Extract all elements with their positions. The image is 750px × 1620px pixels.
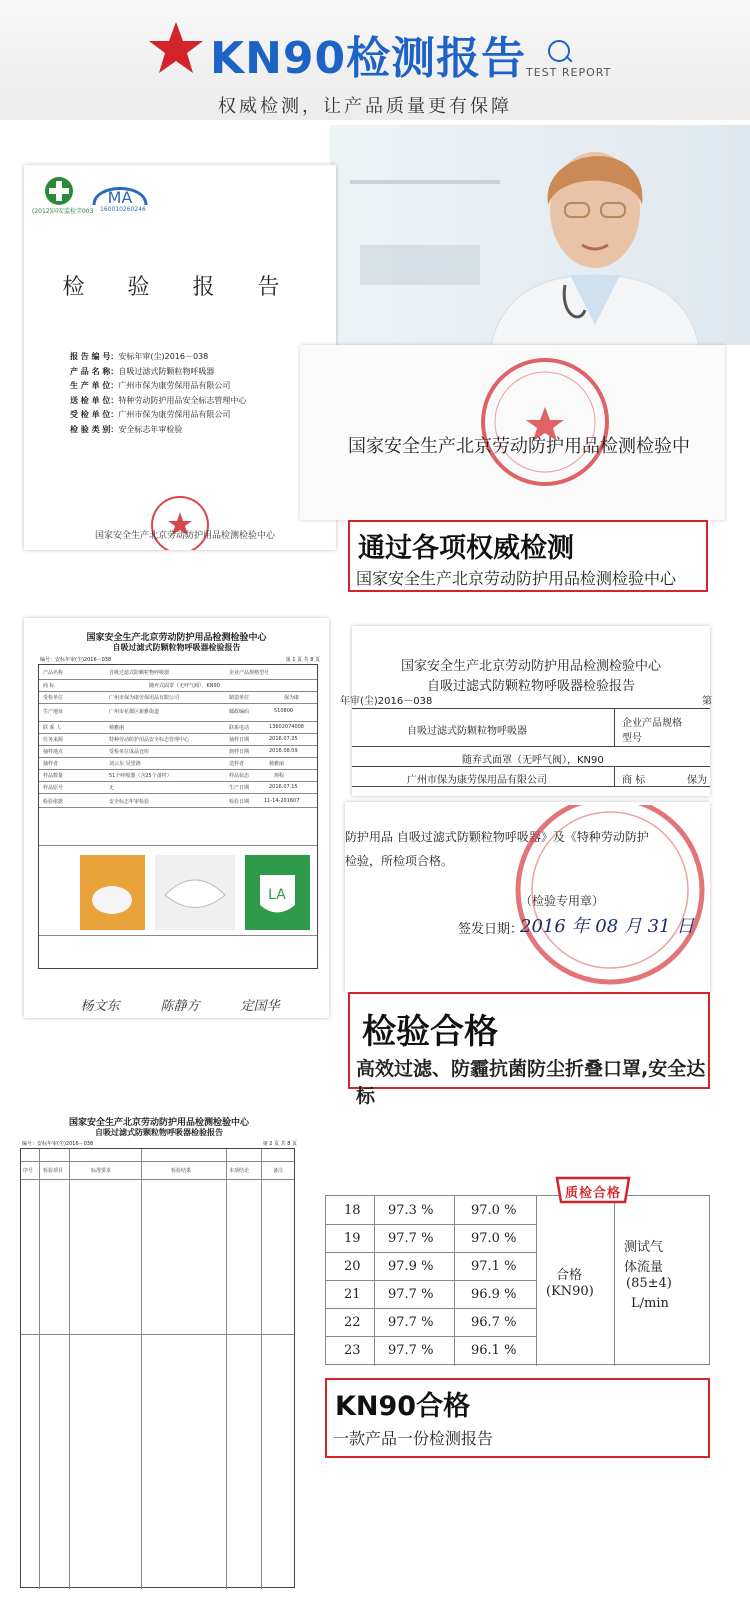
table-row: 23 xyxy=(344,1343,361,1358)
report-fields xyxy=(70,350,330,437)
callout-subtitle: 高效过滤、防霾抗菌防尘折叠口罩,安全达标 xyxy=(356,1058,706,1107)
callout-title: KN90合格 xyxy=(335,1391,471,1422)
report-title: 检 验 报 告 xyxy=(62,275,298,300)
signature: 陈静方 xyxy=(160,999,200,1014)
title-en-subtitle: TEST REPORT xyxy=(526,66,612,79)
zoom-results-table: 18 97.3 % 97.0 % 19 97.7 % 97.0 % 20 97.9 % 97.1 % 21 97.7 % 96.9 % 22 97.7 % 96.7 % 23 97.7 % 96.1 % 合格 (KN90) 测试气 体流量 (85±4) L/min xyxy=(325,1195,710,1365)
table-row: 18 xyxy=(344,1203,361,1218)
zoom-header-title: 自吸过滤式防颗粒物呼吸器检验报告 xyxy=(426,679,635,694)
report-header-org: 国家安全生产北京劳动防护用品检测检验中心 xyxy=(86,633,267,643)
report-results-table: 序号 检验项目 标准要求 检验结果 本项结论 备注 xyxy=(20,1148,295,1588)
sample-photos xyxy=(80,855,310,930)
star-icon xyxy=(148,20,204,76)
logo-cert-number: (2012)国安监检字003 xyxy=(32,208,94,215)
report-header-org: 国家安全生产北京劳动防护用品检测检验中心 xyxy=(68,1118,249,1128)
field-row: 检 验 类 别：安全标志年审检验 xyxy=(70,424,183,434)
inspection-stamp-label: （检验专用章） xyxy=(520,894,605,908)
zoom-info-grid: 自吸过滤式防颗粒物呼吸器 企业产品规格型号 随弃式面罩（无呼气阀），KN90 广州市保为康劳保用品有限公司 商 标 保为 xyxy=(352,708,710,796)
report-info-table: 产品名称 自吸过滤式防颗粒物呼吸器 企业产品规格型号 商 标 随弃式面罩（无呼气阀），KN90 受检单位 广州市保为康劳保用品有限公司 制造单位 保为康 生产地址 广州市花都区新雅街道 邮政编码 510800 联 系 人 杨雅丽 联系电话 13602074008 任务来源 特种劳动防护用品安全标志管理中心 抽样日期 2016.07.25 抽样地点 受检单位成品仓库 到样日期 2016.08.09 抽样者 刘云东 吴望鸿 送样者 杨雅丽 样品数量 51个呼吸器（含25个备样） 样品状态 规程 样品原号 无 生产日期 2016.07.15 检验依据 安全标志年审检验 检验日期 11-14-201607 xyxy=(38,664,318,969)
issue-date-label: 签发日期： xyxy=(458,922,524,937)
zoom-header-org: 国家安全生产北京劳动防护用品检测检验中心 xyxy=(400,659,661,674)
report-meta: 编号：安标年审(尘)2016－038 第 1 页 共 8 页 xyxy=(40,657,320,663)
table-row: 20 xyxy=(344,1259,361,1274)
report-header-title: 自吸过滤式防颗粒物呼吸器检验报告 xyxy=(95,1128,223,1137)
callout-subtitle: 国家安全生产北京劳动防护用品检测检验中心 xyxy=(356,569,677,588)
signature: 杨文东 xyxy=(80,999,120,1014)
callout-title: 检验合格 xyxy=(362,1012,498,1052)
red-seal-large xyxy=(470,352,620,492)
svg-text:LA: LA xyxy=(268,887,286,903)
zoom-conclusion-line2: 检验，所检项合格。 xyxy=(345,854,454,868)
svg-text:MA: MA xyxy=(107,188,133,207)
zoom-report-page: 第 xyxy=(702,696,712,707)
zoom-conclusion-line1: 防护用品 自吸过滤式防颗粒物呼吸器》及《特种劳动防护 xyxy=(345,830,649,844)
cma-number: 160010260246 xyxy=(100,206,146,213)
table-row: 21 xyxy=(344,1287,361,1302)
field-row: 送 检 单 位：特种劳动防护用品安全标志管理中心 xyxy=(70,395,247,405)
quality-badge-text: 质检合格 xyxy=(565,1186,622,1201)
report-meta: 编号：安标年审(尘)2016－038 第 2 页 共 8 页 xyxy=(22,1141,297,1147)
flow-rate-note: 测试气 xyxy=(624,1240,664,1255)
callout-subtitle: 一款产品一份检测报告 xyxy=(333,1429,494,1448)
table-row: 22 xyxy=(344,1315,361,1330)
red-seal xyxy=(140,490,220,550)
table-row: 19 xyxy=(344,1231,361,1246)
issue-date: 2016 年 08 月 31 日 xyxy=(520,916,695,937)
field-row: 生 产 单 位：广州市保为康劳保用品有限公司 xyxy=(70,381,231,390)
field-row: 报 告 编 号：安标年审(尘)2016－038 xyxy=(70,352,209,361)
report-header-title: 自吸过滤式防颗粒物呼吸器检验报告 xyxy=(112,643,241,652)
callout-passed xyxy=(348,992,710,1107)
signatures xyxy=(60,995,300,1015)
tagline: 权威检测，让产品质量更有保障 xyxy=(218,96,512,117)
field-row: 受 检 单 位：广州市保为康劳保用品有限公司 xyxy=(70,410,231,419)
callout-kn90 xyxy=(325,1378,710,1458)
callout-certified xyxy=(348,520,708,592)
signature: 定国华 xyxy=(240,999,280,1014)
field-row: 产 品 名 称：自吸过滤式防颗粒物呼吸器 xyxy=(70,366,215,376)
callout-title: 通过各项权威检测 xyxy=(358,533,574,564)
page-title: KN90检测报告 xyxy=(210,33,527,84)
search-icon xyxy=(548,40,570,62)
verdict: 合格 xyxy=(556,1268,583,1283)
zoom-report-code: 年审(尘)2016－038 xyxy=(340,696,433,707)
report-footer: 国家安全生产北京劳动防护用品检测检验中心 xyxy=(95,531,276,541)
zoom-org-text: 国家安全生产北京劳动防护用品检测检验中 xyxy=(348,436,690,457)
doctor-photo xyxy=(470,125,720,350)
